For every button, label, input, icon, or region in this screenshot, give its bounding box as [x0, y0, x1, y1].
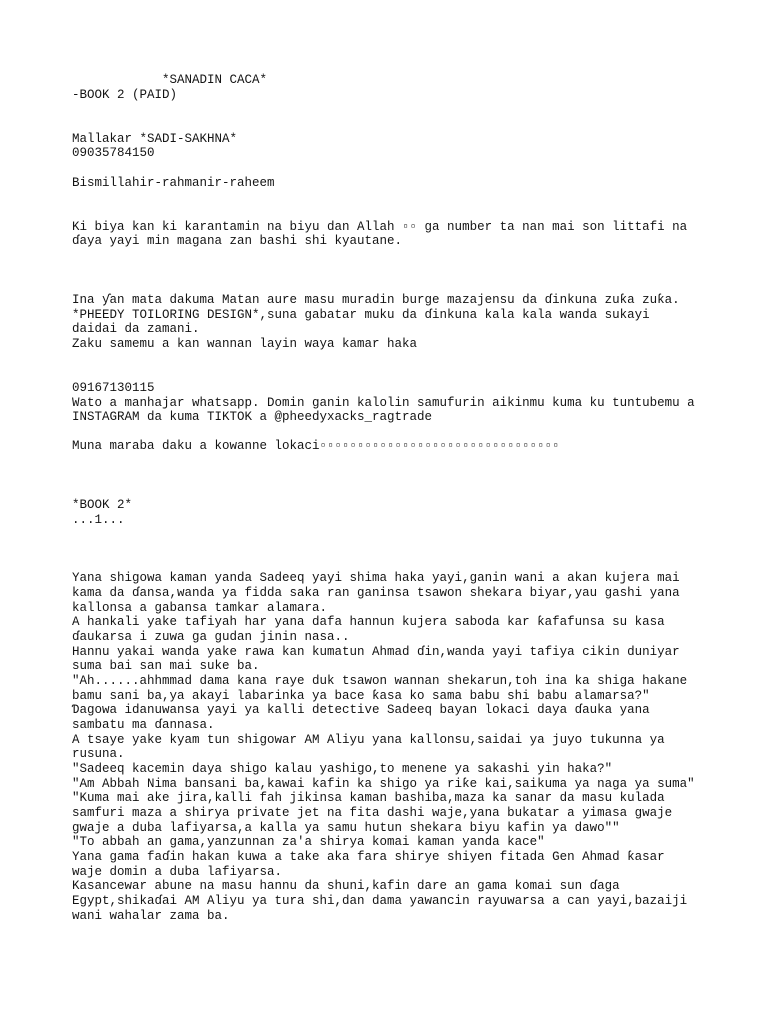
- chapter-marker: ...1...: [72, 512, 125, 527]
- story-line: "Am Abbah Nima bansani ba,kawai kafin ka shigo ya riƙe kai,saikuma ya naga ya suma": [72, 776, 695, 791]
- contact-paragraph: [72, 381, 752, 425]
- story-line: "To abbah an gama,yanzunnan za'a shirya komai kaman yanda kace": [72, 835, 545, 850]
- story-line: Egypt,shikaɗai AM Aliyu ya tura shi,dan dama yawancin rayuwarsa a can yayi,bazaiji: [72, 893, 688, 908]
- contact-phone: 09167130115: [72, 380, 155, 395]
- advert-line: Ina ƴan mata dakuma Matan aure masu muradin burge mazajensu da ɗinkuna zuƙa zuƙa.: [72, 292, 680, 307]
- contact-line: Wato a manhajar whatsapp. Domin ganin kalolin samufurin aikinmu kuma ku tuntubemu a: [72, 395, 695, 410]
- story-line: A hankali yake tafiyah har yana dafa hannun kujera saboda kar ƙafafunsa su kasa: [72, 615, 665, 630]
- story-line: "Kuma mai ake jira,kalli fah jikinsa kaman bashiba,maza ka sanar da masu kulada: [72, 791, 665, 806]
- story-line: Yana shigowa kaman yanda Sadeeq yayi shima haka yayi,ganin wani a akan kujera mai: [72, 571, 680, 586]
- story-line: "Sadeeq kacemin daya shigo kalau yashigo,to menene ya sakashi yin haka?": [72, 761, 613, 776]
- bismillah-line: Bismillahir-rahmanir-raheem: [72, 175, 275, 190]
- contact-line: INSTAGRAM da kuma TIKTOK a @pheedyxacks_ragtrade: [72, 410, 433, 425]
- bismillah-block: [72, 176, 752, 191]
- advert-line: *PHEEDY TOILORING DESIGN*,suna gabatar muku da ɗinkuna kala kala wanda sukayi: [72, 307, 650, 322]
- book-heading-block: [72, 498, 752, 527]
- notice-line: ɗaya yayi min magana zan bashi shi kyautane.: [72, 234, 403, 249]
- story-line: samfuri maza a shirya private jet na fita dashi waje,yana bukatar a yimasa gwaje: [72, 805, 673, 820]
- author-block: [72, 132, 752, 161]
- story-line: Yana gama faɗin hakan kuwa a take aka fara shirye shiyen fitada Gen Ahmad ƙasar: [72, 849, 665, 864]
- story-line: ɗaukarsa i zuwa ga gudan jinin nasa..: [72, 630, 350, 645]
- story-line: rusuna.: [72, 747, 125, 762]
- welcome-line: Muna maraba daku a kowanne lokaci▫▫▫▫▫▫▫▫▫▫▫▫▫▫▫▫▫▫▫▫▫▫▫▫▫▫▫▫▫▫▫▫: [72, 439, 560, 454]
- author-line: Mallakar *SADI-SAKHNA*: [72, 131, 238, 146]
- story-line: suma bai san mai suke ba.: [72, 659, 260, 674]
- notice-paragraph: [72, 220, 752, 249]
- story-line: kallonsa a gabansa tamkar alamara.: [72, 600, 328, 615]
- story-line: Hannu yakai wanda yake rawa kan kumatun Ahmad ɗin,wanda yayi tafiya cikin duniyar: [72, 644, 680, 659]
- story-line: waje domin a duba lafiyarsa.: [72, 864, 283, 879]
- story-line: bamu sani ba,ya akayi labarinka ya bace ƙasa ko sama babu shi babu alamarsa?": [72, 688, 650, 703]
- book-subtitle: -BOOK 2 (PAID): [72, 87, 178, 102]
- story-text: [72, 571, 752, 923]
- advert-line: daidai da zamani.: [72, 322, 200, 337]
- story-line: wani wahalar zama ba.: [72, 908, 230, 923]
- story-line: Kasancewar abune na masu hannu da shuni,kafin dare an gama komai sun ɗaga: [72, 879, 620, 894]
- book-title: *SANADIN CACA*: [162, 73, 268, 87]
- document-body: [72, 73, 752, 923]
- story-line: "Ah......ahhmmad dama kana raye duk tsawon wannan shekarun,toh ina ka shiga hakane: [72, 674, 688, 689]
- story-line: kama da ɗansa,wanda ya fidda saka ran ganinsa tsawon shekara biyar,yau gashi yana: [72, 586, 680, 601]
- welcome-block: [72, 439, 752, 454]
- advert-line: Zaku samemu a kan wannan layin waya kamar haka: [72, 336, 418, 351]
- title-block: [72, 73, 752, 102]
- advert-paragraph: [72, 293, 752, 352]
- book-heading: *BOOK 2*: [72, 498, 133, 513]
- author-phone: 09035784150: [72, 146, 155, 161]
- notice-line: Ki biya kan ki karantamin na biyu dan Allah ▫▫ ga number ta nan mai son littafi na: [72, 219, 688, 234]
- story-line: sambatu ma ɗannasa.: [72, 718, 215, 733]
- story-line: Ɗagowa idanuwansa yayi ya kalli detective Sadeeq bayan lokaci daya ɗauka yana: [72, 703, 650, 718]
- story-line: gwaje a duba lafiyarsa,a kalla ya samu hutun shekara biyu kafin ya dawo"": [72, 820, 620, 835]
- story-line: A tsaye yake kyam tun shigowar AM Aliyu yana kallonsu,saidai ya juyo tukunna ya: [72, 732, 665, 747]
